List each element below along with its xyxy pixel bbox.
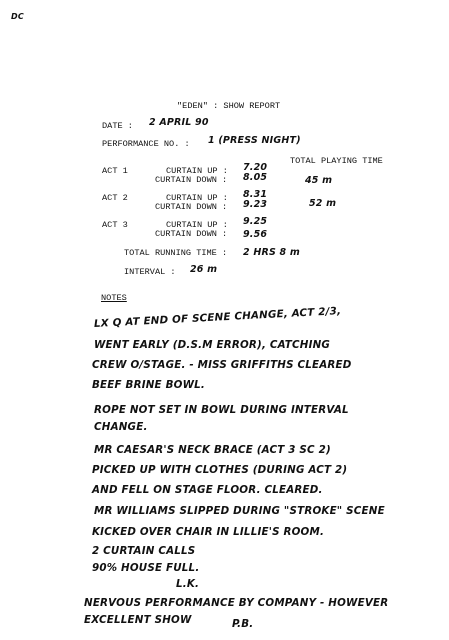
date-value: 2 APRIL 90 — [149, 117, 209, 128]
note-line: NERVOUS PERFORMANCE BY COMPANY - HOWEVER — [84, 597, 389, 609]
act-3-label: ACT 3 — [102, 220, 128, 230]
act-3-curtain-up-value: 9.25 — [243, 216, 268, 227]
note-line: AND FELL ON STAGE FLOOR. CLEARED. — [92, 484, 323, 496]
note-line: WENT EARLY (D.S.M ERROR), CATCHING — [94, 339, 331, 351]
interval-label: INTERVAL : — [124, 267, 176, 277]
act-3-curtain-down-value: 9.56 — [243, 229, 268, 240]
act-2-label: ACT 2 — [102, 193, 128, 203]
note-line: MR WILLIAMS SLIPPED DURING "STROKE" SCENE — [94, 505, 385, 517]
act-1-label: ACT 1 — [102, 166, 128, 176]
note-line: PICKED UP WITH CLOTHES (DURING ACT 2) — [92, 464, 348, 476]
corner-mark: DC — [11, 12, 24, 21]
act-2-curtain-down-label: CURTAIN DOWN : — [155, 202, 228, 212]
notes-heading: NOTES — [101, 293, 127, 303]
act-3-curtain-down-label: CURTAIN DOWN : — [155, 229, 228, 239]
total-playing-time-label: TOTAL PLAYING TIME — [290, 156, 383, 166]
report-title: "EDEN" : SHOW REPORT — [177, 101, 281, 111]
signature-initials: L.K. — [176, 578, 200, 590]
performance-label: PERFORMANCE NO. : — [102, 139, 190, 149]
note-line: CHANGE. — [94, 421, 148, 433]
signature-initials: P.B. — [232, 618, 254, 630]
total-running-value: 2 HRS 8 m — [243, 247, 300, 258]
act-1-curtain-up-value: 7.20 — [243, 162, 268, 173]
total-running-label: TOTAL RUNNING TIME : — [124, 248, 228, 258]
interval-value: 26 m — [190, 264, 218, 275]
note-line: BEEF BRINE BOWL. — [92, 379, 206, 391]
note-line: ROPE NOT SET IN BOWL DURING INTERVAL — [94, 404, 349, 416]
note-line: KICKED OVER CHAIR IN LILLIE'S ROOM. — [92, 526, 325, 538]
note-line: CREW O/STAGE. - MISS GRIFFITHS CLEARED — [92, 359, 352, 371]
act-2-playing-time: 52 m — [309, 198, 337, 209]
note-line: MR CAESAR'S NECK BRACE (ACT 3 SC 2) — [94, 444, 331, 456]
performance-value: 1 (PRESS NIGHT) — [208, 135, 301, 146]
act-2-curtain-up-value: 8.31 — [243, 189, 268, 200]
note-line: LX Q AT END OF SCENE CHANGE, ACT 2/3, — [93, 305, 342, 330]
act-3-curtain-up-label: CURTAIN UP : — [166, 220, 228, 230]
act-1-playing-time: 45 m — [305, 175, 333, 186]
act-1-curtain-up-label: CURTAIN UP : — [166, 166, 228, 176]
act-2-curtain-up-label: CURTAIN UP : — [166, 193, 228, 203]
act-1-curtain-down-label: CURTAIN DOWN : — [155, 175, 228, 185]
act-2-curtain-down-value: 9.23 — [243, 199, 268, 210]
note-line: 90% HOUSE FULL. — [92, 562, 200, 574]
date-label: DATE : — [102, 121, 133, 131]
note-line: EXCELLENT SHOW — [84, 614, 192, 626]
act-1-curtain-down-value: 8.05 — [243, 172, 268, 183]
note-line: 2 CURTAIN CALLS — [92, 545, 196, 557]
